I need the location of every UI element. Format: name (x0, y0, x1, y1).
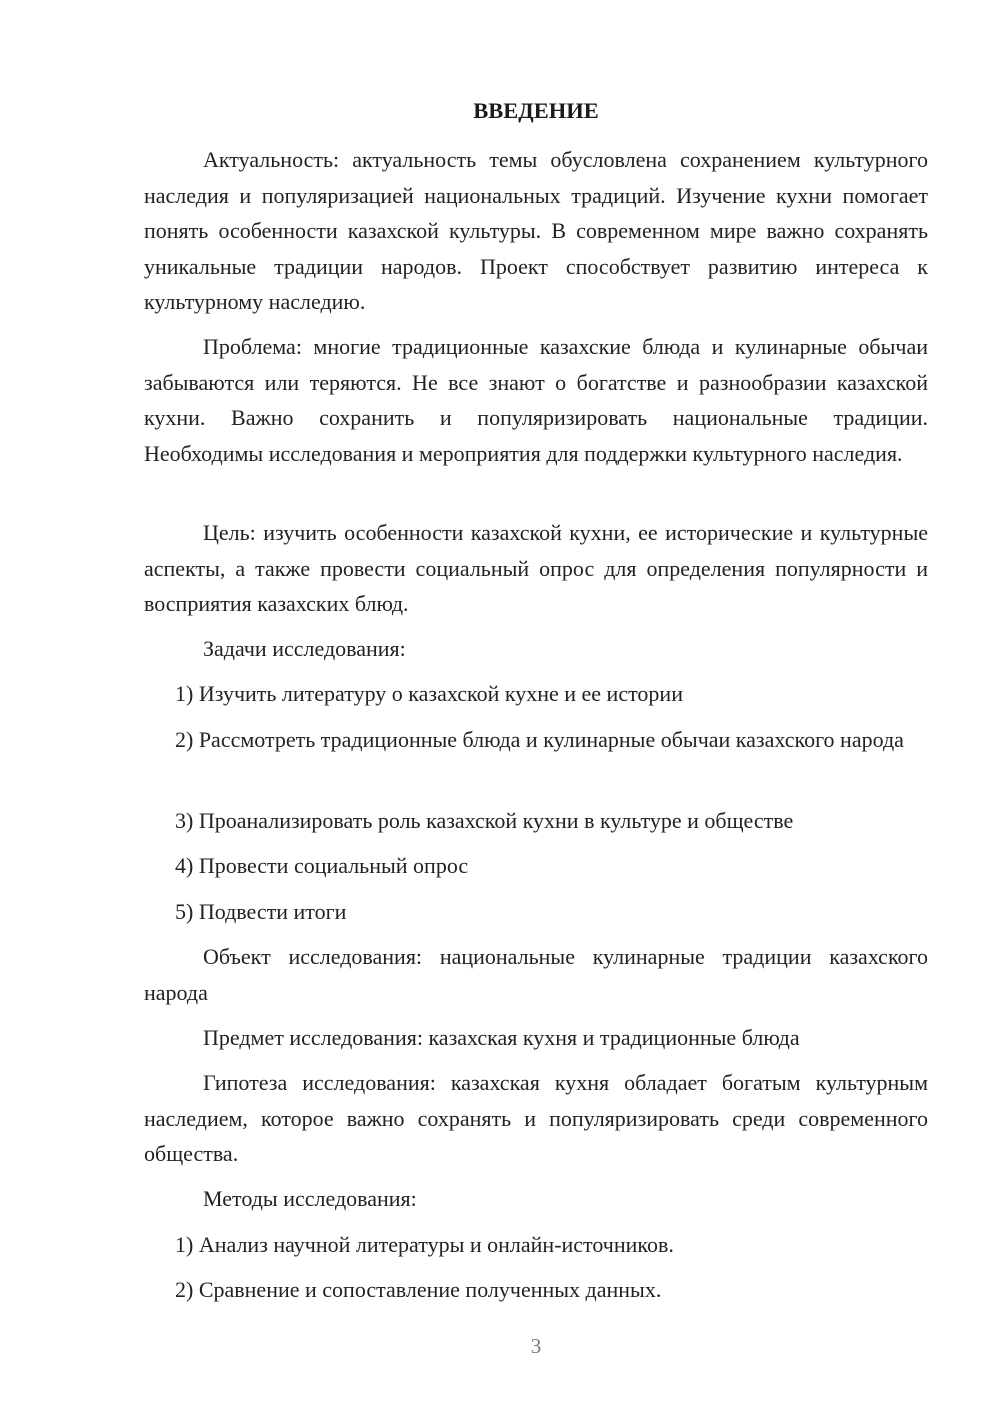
page-number: 3 (530, 1334, 542, 1358)
methods-heading: Методы исследования: (203, 1186, 417, 1211)
paragraph-object: Объект исследования: национальные кулинарные традиции казахского народа (144, 944, 928, 1005)
paragraph-subject: Предмет исследования: казахская кухня и традиционные блюда (203, 1025, 800, 1050)
paragraph-problem: Проблема: многие традиционные казахские блюда и кулинарные обычаи забываются или теряются. Не все знают о богатстве и разнообразии казахской кухни. Важно сохранить и популяризировать национальные традиции. Необходимы исследования и мероприятия для поддержки культурного наследия. (144, 334, 928, 466)
method-item-1: 1) Анализ научной литературы и онлайн-источников. (175, 1232, 674, 1257)
task-item-4: 4) Провести социальный опрос (175, 853, 469, 878)
task-item-2: 2) Рассмотреть традиционные блюда и кулинарные обычаи казахского народа (175, 727, 904, 752)
task-item-5: 5) Подвести итоги (175, 899, 347, 924)
page-title: ВВЕДЕНИЕ (473, 98, 599, 123)
task-item-1: 1) Изучить литературу о казахской кухне и ее истории (175, 681, 683, 706)
tasks-heading: Задачи исследования: (203, 636, 406, 661)
paragraph-goal: Цель: изучить особенности казахской кухни, ее исторические и культурные аспекты, а также провести социальный опрос для определения популярности и восприятия казахских блюд. (144, 520, 928, 616)
task-item-3: 3) Проанализировать роль казахской кухни в культуре и обществе (175, 808, 794, 833)
paragraph-hypothesis: Гипотеза исследования: казахская кухня обладает богатым культурным наследием, которое важно сохранять и популяризировать среди современного общества. (144, 1070, 928, 1166)
method-item-2: 2) Сравнение и сопоставление полученных данных. (175, 1277, 662, 1302)
paragraph-relevance: Актуальность: актуальность темы обусловлена сохранением культурного наследия и популяризацией национальных традиций. Изучение кухни помогает понять особенности казахской культуры. В современном мире важно сохранять уникальные традиции народов. Проект способствует развитию интереса к культурному наследию. (144, 147, 928, 314)
